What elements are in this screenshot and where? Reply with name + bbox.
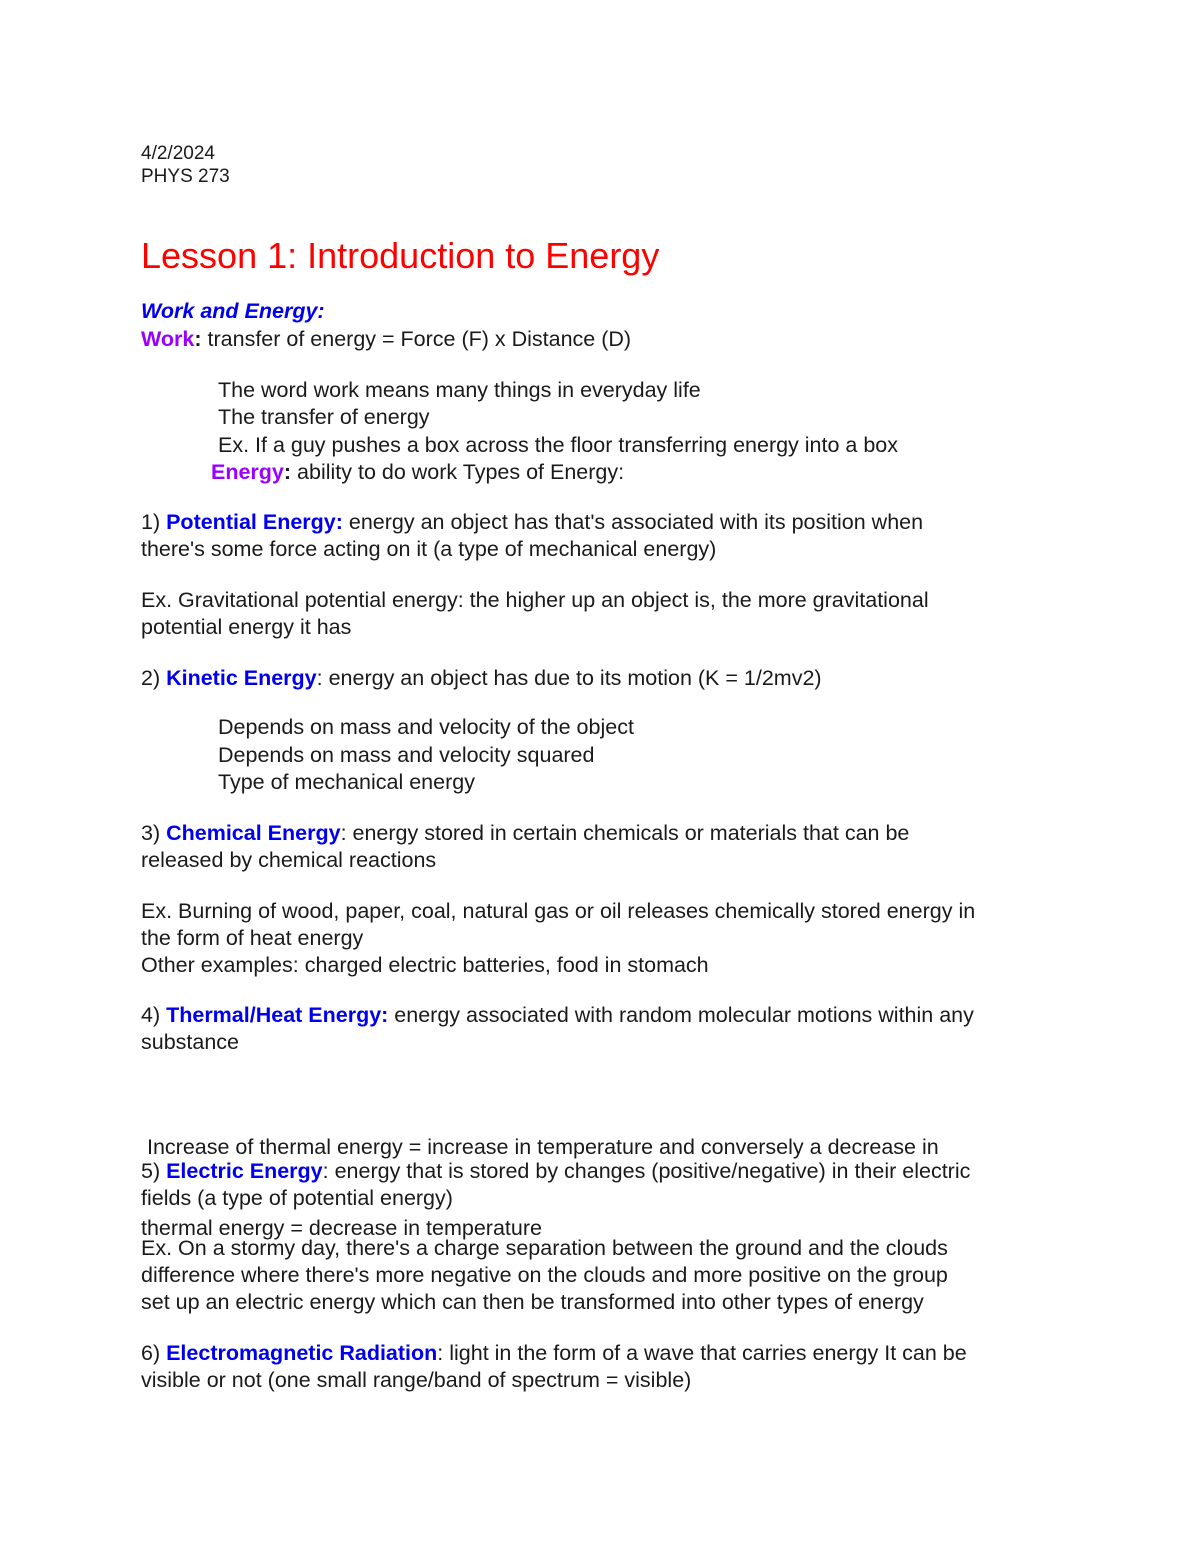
type-number: 4) [141, 1003, 167, 1027]
type-number: 1) [141, 510, 167, 534]
example-line: the form of heat energy [141, 926, 364, 950]
section-heading: Work and Energy: [141, 299, 325, 323]
type-term: Chemical Energy [166, 821, 341, 845]
type-electromagnetic [141, 1340, 1071, 1394]
type-def-cont: there's some force acting on it (a type of mechanical energy) [141, 537, 717, 561]
type-number: 3) [141, 821, 167, 845]
work-term: Work [141, 327, 195, 351]
date: 4/2/2024 [141, 143, 215, 164]
type-def-cont: substance [141, 1030, 240, 1054]
energy-colon: : [283, 460, 292, 484]
example-line: difference where there's more negative on the clouds and more positive on the group [141, 1263, 948, 1287]
type-def: : energy stored in certain chemicals or materials that can be [340, 821, 910, 845]
type-term: Thermal/Heat Energy: [166, 1003, 389, 1027]
example-line: Increase of thermal energy = increase in temperature and conversely a decrease in [141, 1135, 939, 1159]
type-def: energy associated with random molecular motions within any [388, 1003, 974, 1027]
type-term: Electromagnetic Radiation [166, 1341, 438, 1365]
type-chemical [141, 820, 1071, 874]
example-line: Ex. Gravitational potential energy: the higher up an object is, the more gravitational [141, 588, 929, 612]
type-term: Electric Energy [166, 1159, 323, 1183]
type-def: energy an object has that's associated with its position when [342, 510, 924, 534]
work-note: The word work means many things in everyday life [218, 378, 701, 402]
type-def: : energy that is stored by changes (positive/negative) in their electric [322, 1159, 971, 1183]
type-def: : energy an object has due to its motion (K = 1/2mv2) [316, 666, 822, 690]
type-number: 6) [141, 1341, 167, 1365]
electric-example [141, 1235, 1071, 1316]
type-term: Potential Energy: [166, 510, 343, 534]
work-colon: : [194, 327, 202, 351]
potential-example [141, 587, 1071, 641]
type-def-cont: fields (a type of potential energy) [141, 1186, 453, 1210]
type-kinetic [141, 665, 1071, 692]
type-def: : light in the form of a wave that carries energy It can be [437, 1341, 967, 1365]
example-line: Ex. On a stormy day, there's a charge separation between the ground and the clouds [141, 1236, 948, 1260]
example-line: Other examples: charged electric batteries, food in stomach [141, 953, 709, 977]
type-electric [141, 1158, 1071, 1212]
type-number: 2) [141, 666, 167, 690]
work-note: The transfer of energy [218, 405, 430, 429]
lesson-title: Lesson 1: Introduction to Energy [141, 235, 660, 276]
example-line: Ex. Burning of wood, paper, coal, natural gas or oil releases chemically stored energy in [141, 899, 976, 923]
example-line: thermal energy = decrease in temperature [141, 1216, 542, 1240]
type-def-cont: visible or not (one small range/band of spectrum = visible) [141, 1368, 692, 1392]
work-note: Ex. If a guy pushes a box across the floor transferring energy into a box [218, 433, 899, 457]
type-def-cont: released by chemical reactions [141, 848, 437, 872]
type-number: 5) [141, 1159, 167, 1183]
kinetic-note: Type of mechanical energy [218, 770, 475, 794]
type-potential [141, 509, 1071, 563]
energy-term: Energy [211, 460, 284, 484]
example-line: potential energy it has [141, 615, 352, 639]
kinetic-note: Depends on mass and velocity squared [218, 743, 595, 767]
energy-definition [211, 459, 624, 486]
kinetic-note: Depends on mass and velocity of the object [218, 715, 634, 739]
chemical-example [141, 898, 1071, 979]
work-def: transfer of energy = Force (F) x Distance (D) [201, 327, 632, 351]
type-thermal [141, 1002, 1071, 1056]
type-term: Kinetic Energy [166, 666, 317, 690]
course-code: PHYS 273 [141, 166, 230, 187]
work-definition [141, 326, 631, 353]
example-line: set up an electric energy which can then be transformed into other types of energy [141, 1290, 924, 1314]
energy-def: ability to do work Types of Energy: [291, 460, 625, 484]
